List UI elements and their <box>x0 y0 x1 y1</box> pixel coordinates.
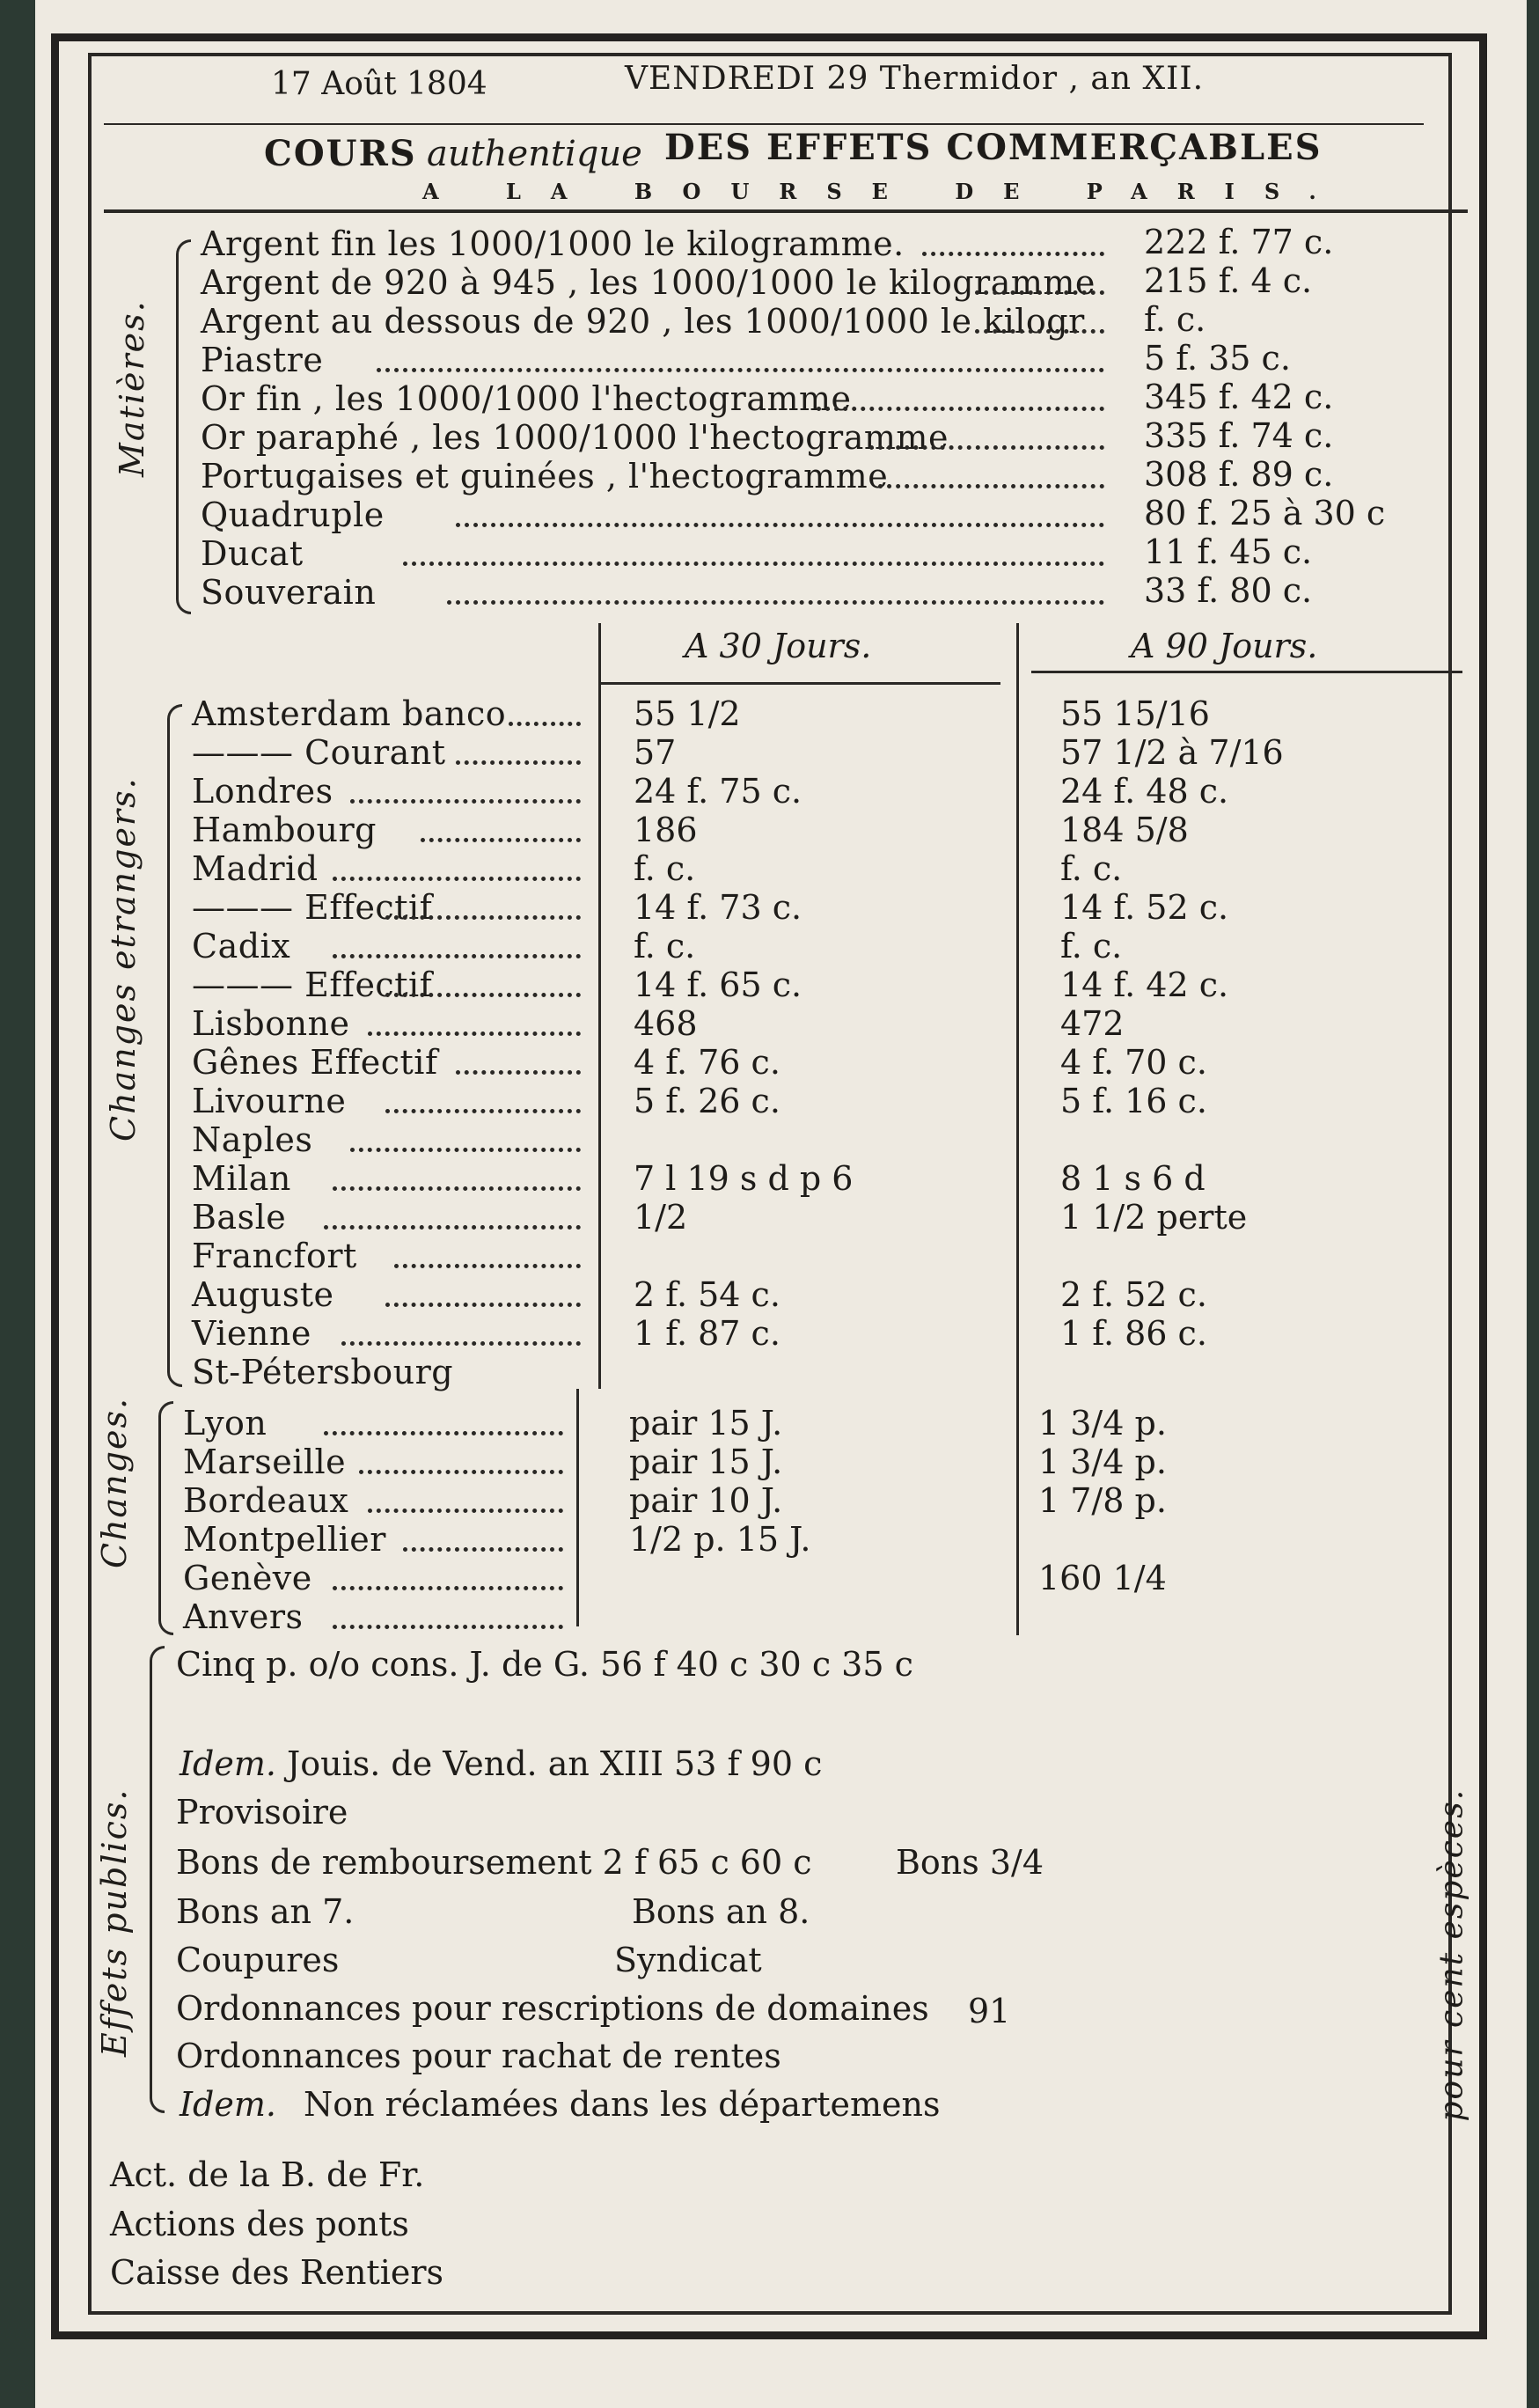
bons-trois-quarts: Bons 3/4 <box>896 1843 1044 1882</box>
col30-header: A 30 Jours. <box>685 627 872 665</box>
changes-etrangers-90-jours: 14 f. 42 c. <box>1060 965 1229 1004</box>
brace-matieres <box>176 239 191 614</box>
changes-etrangers-30-jours: 4 f. 76 c. <box>634 1043 780 1082</box>
matieres-row-value: 80 f. 25 à 30 c <box>1144 494 1386 532</box>
leader-dots <box>456 760 581 765</box>
changes-etrangers-90-jours: 1 f. 86 c. <box>1060 1314 1207 1353</box>
changes-row-label: Lyon <box>183 1404 267 1443</box>
section-label-matieres: Matières. <box>113 299 151 477</box>
changes-row-label: Marseille <box>183 1443 347 1481</box>
matieres-row-label: Or paraphé , les 1000/1000 l'hectogramme <box>201 418 949 457</box>
changes-etrangers-30-jours: 186 <box>634 811 698 849</box>
changes-row-label: Genève <box>183 1559 312 1597</box>
leader-dots <box>324 1225 581 1230</box>
changes-etrangers-row-label: ——— Effectif <box>192 888 433 927</box>
matieres-row-label: Argent fin les 1000/1000 le kilogramme. <box>201 224 905 263</box>
changes-30-jours: 1/2 p. 15 J. <box>629 1520 811 1559</box>
changes-etrangers-row-label: Basle <box>192 1198 287 1237</box>
col90-divider-left <box>1016 623 1019 1635</box>
leader-dots <box>456 1070 581 1075</box>
leader-dots <box>368 1031 581 1036</box>
leader-dots <box>333 1586 563 1590</box>
matieres-row-label: Quadruple <box>201 496 385 534</box>
changes-90-jours: 1 7/8 p. <box>1038 1481 1167 1520</box>
matieres-row-value: 215 f. 4 c. <box>1144 261 1313 300</box>
matieres-row-value: 5 f. 35 c. <box>1144 339 1291 378</box>
leader-dots <box>333 877 581 881</box>
changes-90-jours: 160 1/4 <box>1038 1559 1167 1597</box>
changes-30-jours: pair 15 J. <box>629 1443 783 1481</box>
leader-dots <box>377 368 1104 372</box>
col90-header: A 90 Jours. <box>1131 627 1318 665</box>
leader-dots <box>359 1470 563 1474</box>
changes-etrangers-30-jours: f. c. <box>634 849 696 888</box>
leader-dots <box>333 1186 581 1191</box>
section-label-changes-etrangers: Changes etrangers. <box>104 776 143 1142</box>
changes-etrangers-30-jours: 57 <box>634 733 677 772</box>
matieres-row-label: Portugaises et guinées , l'hectogramme <box>201 457 889 496</box>
col90-header-rule <box>1031 671 1462 673</box>
changes-etrangers-90-jours: 472 <box>1060 1004 1125 1043</box>
changes-etrangers-90-jours: f. c. <box>1060 927 1123 965</box>
matieres-row-value: 222 f. 77 c. <box>1144 223 1334 261</box>
matieres-row-value: f. c. <box>1144 300 1206 339</box>
leader-dots <box>350 799 581 804</box>
changes-etrangers-row-label: Amsterdam banco <box>192 694 507 733</box>
matieres-row-label: Or fin , les 1000/1000 l'hectogramme <box>201 379 852 418</box>
changes-etrangers-row-label: Vienne <box>192 1314 311 1353</box>
changes-etrangers-90-jours: 4 f. 70 c. <box>1060 1043 1207 1082</box>
matieres-row-value: 308 f. 89 c. <box>1144 455 1334 494</box>
changes-row-label: Montpellier <box>183 1520 386 1559</box>
leader-dots <box>333 954 581 958</box>
cinq-pour-cent-line: Cinq p. o/o cons. J. de G. 56 f 40 c 30 c 35 c <box>176 1645 913 1684</box>
leader-dots <box>456 523 1104 527</box>
changes-etrangers-90-jours: 5 f. 16 c. <box>1060 1082 1207 1120</box>
changes-etrangers-row-label: Livourne <box>192 1082 347 1120</box>
ordonnances-domaines-value: 91 <box>968 1992 1011 2030</box>
changes-etrangers-30-jours: 14 f. 65 c. <box>634 965 802 1004</box>
matieres-row-label: Souverain <box>201 573 377 612</box>
changes-etrangers-30-jours: 468 <box>634 1004 698 1043</box>
matieres-row-label: Piastre <box>201 341 324 379</box>
changes-etrangers-row-label: Hambourg <box>192 811 377 849</box>
leader-dots <box>817 407 1104 411</box>
changes-etrangers-30-jours: 2 f. 54 c. <box>634 1275 780 1314</box>
matieres-row-value: 345 f. 42 c. <box>1144 378 1334 416</box>
matieres-row-value: 11 f. 45 c. <box>1144 532 1313 571</box>
changes-etrangers-30-jours: f. c. <box>634 927 696 965</box>
leader-dots <box>385 915 581 920</box>
changes-etrangers-30-jours: 55 1/2 <box>634 694 741 733</box>
changes-etrangers-90-jours: 8 1 s 6 d <box>1060 1159 1206 1198</box>
changes-etrangers-row-label: Auguste <box>192 1275 334 1314</box>
title-effets: DES EFFETS COMMERÇABLES <box>664 127 1323 168</box>
changes-etrangers-row-label: Milan <box>192 1159 291 1198</box>
changes-etrangers-row-label: ——— Effectif <box>192 965 433 1004</box>
leader-dots <box>385 1303 581 1307</box>
header-rule <box>104 123 1424 125</box>
provisoire-line: Provisoire <box>176 1793 348 1832</box>
act-banque-france: Act. de la B. de Fr. <box>110 2155 425 2194</box>
changes-divider <box>576 1389 579 1626</box>
changes-etrangers-90-jours: 1 1/2 perte <box>1060 1198 1248 1237</box>
title-cours: COURS <box>264 133 417 174</box>
changes-etrangers-90-jours: 14 f. 52 c. <box>1060 888 1229 927</box>
changes-etrangers-90-jours: 24 f. 48 c. <box>1060 772 1229 811</box>
leader-dots <box>975 290 1104 295</box>
changes-etrangers-row-label: Cadix <box>192 927 291 965</box>
changes-etrangers-30-jours: 1/2 <box>634 1198 688 1237</box>
leader-dots <box>975 329 1104 334</box>
leader-dots <box>368 1509 563 1513</box>
subtitle-bourse: A LA BOURSE DE PARIS. <box>422 179 1346 204</box>
ordonnances-rentes-line: Ordonnances pour rachat de rentes <box>176 2037 781 2075</box>
matieres-row-label: Argent de 920 à 945 , les 1000/1000 le kilogramme <box>201 263 1096 302</box>
brace-changes-etrangers <box>167 704 182 1387</box>
leader-dots <box>324 1431 563 1435</box>
leader-dots <box>421 838 581 842</box>
idem-label-2: Idem. <box>180 2085 276 2124</box>
caisse-des-rentiers: Caisse des Rentiers <box>110 2253 443 2292</box>
changes-etrangers-30-jours: 5 f. 26 c. <box>634 1082 780 1120</box>
brace-changes <box>158 1401 173 1635</box>
idem-label-1: Idem. <box>180 1744 276 1783</box>
col30-header-rule <box>600 682 1000 685</box>
changes-etrangers-90-jours: 55 15/16 <box>1060 694 1210 733</box>
changes-etrangers-90-jours: 2 f. 52 c. <box>1060 1275 1207 1314</box>
changes-etrangers-row-label: Madrid <box>192 849 319 888</box>
side-label-pour-cent: pour cent espèces. <box>1433 1788 1470 2122</box>
bons-an-7: Bons an 7. <box>176 1892 355 1931</box>
leader-dots <box>341 1341 581 1346</box>
actions-des-ponts: Actions des ponts <box>110 2205 409 2243</box>
bons-an-8: Bons an 8. <box>632 1892 810 1931</box>
changes-etrangers-row-label: Lisbonne <box>192 1004 350 1043</box>
leader-dots <box>350 1148 581 1152</box>
changes-row-label: Anvers <box>183 1597 304 1636</box>
leader-dots <box>509 722 581 726</box>
changes-etrangers-30-jours: 14 f. 73 c. <box>634 888 802 927</box>
matieres-row-value: 33 f. 80 c. <box>1144 571 1313 610</box>
changes-30-jours: pair 15 J. <box>629 1404 783 1443</box>
changes-etrangers-90-jours: f. c. <box>1060 849 1123 888</box>
leader-dots <box>922 252 1104 256</box>
coupures-line: Coupures <box>176 1941 340 1979</box>
non-reclamees-line: Non réclamées dans les départemens <box>304 2085 941 2124</box>
leader-dots <box>385 993 581 997</box>
changes-etrangers-row-label: Naples <box>192 1120 313 1159</box>
col30-divider-left <box>598 623 601 1389</box>
leader-dots <box>333 1625 563 1629</box>
matieres-row-label: Ducat <box>201 534 304 573</box>
title-authentique: authentique <box>427 134 642 174</box>
leader-dots <box>869 445 1104 450</box>
brace-effets-publics <box>150 1646 165 2113</box>
changes-etrangers-90-jours: 184 5/8 <box>1060 811 1189 849</box>
leader-dots <box>447 600 1104 605</box>
changes-etrangers-90-jours: 57 1/2 à 7/16 <box>1060 733 1284 772</box>
ordonnances-domaines-line: Ordonnances pour rescriptions de domaines <box>176 1989 929 2028</box>
changes-90-jours: 1 3/4 p. <box>1038 1443 1167 1481</box>
changes-etrangers-30-jours: 1 f. 87 c. <box>634 1314 780 1353</box>
title-rule <box>104 209 1468 213</box>
changes-etrangers-row-label: Gênes Effectif <box>192 1043 438 1082</box>
leader-dots <box>394 1264 581 1268</box>
changes-etrangers-30-jours: 7 l 19 s d p 6 <box>634 1159 854 1198</box>
leader-dots <box>878 484 1104 488</box>
leader-dots <box>403 562 1104 566</box>
section-label-effets-publics: Effets publics. <box>95 1788 134 2057</box>
changes-etrangers-row-label: Francfort <box>192 1237 357 1275</box>
header-date: 17 Août 1804 <box>271 66 487 102</box>
changes-30-jours: pair 10 J. <box>629 1481 783 1520</box>
matieres-row-label: Argent au dessous de 920 , les 1000/1000 le kilogr <box>201 302 1085 341</box>
header-day: VENDREDI 29 Thermidor , an XII. <box>625 61 1205 97</box>
jouissance-line: Jouis. de Vend. an XIII 53 f 90 c <box>287 1744 823 1783</box>
matieres-row-value: 335 f. 74 c. <box>1144 416 1334 455</box>
changes-etrangers-row-label: ——— Courant <box>192 733 446 772</box>
syndicat-line: Syndicat <box>614 1941 762 1979</box>
changes-etrangers-30-jours: 24 f. 75 c. <box>634 772 802 811</box>
changes-etrangers-row-label: St-Pétersbourg <box>192 1353 454 1391</box>
changes-etrangers-row-label: Londres <box>192 772 333 811</box>
changes-90-jours: 1 3/4 p. <box>1038 1404 1167 1443</box>
leader-dots <box>403 1547 563 1552</box>
leader-dots <box>385 1109 581 1113</box>
changes-row-label: Bordeaux <box>183 1481 349 1520</box>
section-label-changes: Changes. <box>95 1396 134 1568</box>
bons-remboursement-line: Bons de remboursement 2 f 65 c 60 c <box>176 1843 812 1882</box>
